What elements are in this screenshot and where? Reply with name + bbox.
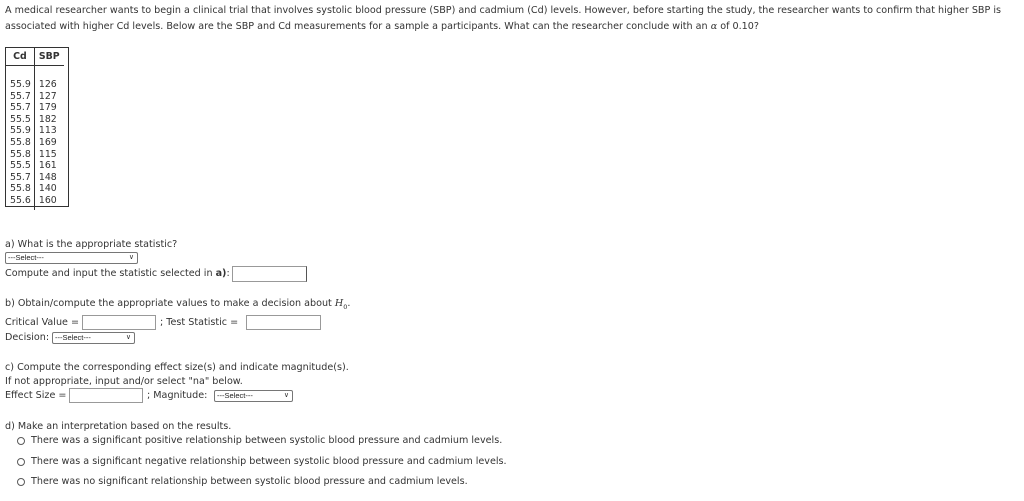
table-row <box>6 183 64 195</box>
question-d: d) Make an interpretation based on the results. <box>5 421 232 432</box>
statistic-input[interactable] <box>232 266 307 282</box>
alpha-symbol: α <box>710 20 718 32</box>
cd-cell: 55.8 <box>6 183 34 195</box>
table-header-cd: Cd <box>6 48 34 66</box>
interpretation-option-negative[interactable]: There was a significant negative relationship between systolic blood pressure and cadmium levels. <box>31 456 507 467</box>
cd-cell: 55.7 <box>6 102 34 114</box>
table-row <box>6 66 64 91</box>
intro-line-1: A medical researcher wants to begin a clinical trial that involves systolic blood pressure (SBP) and cadmium (Cd) levels. However, before starting the study, the researcher wants to confirm that higher SBP is <box>5 5 1001 16</box>
table-row <box>6 114 64 126</box>
table-row <box>6 125 64 137</box>
table-row <box>6 160 64 172</box>
table-header-sbp: SBP <box>34 48 63 66</box>
cd-cell: 55.6 <box>6 195 34 210</box>
cd-cell: 55.9 <box>6 125 34 137</box>
magnitude-label: ; Magnitude: <box>147 390 208 401</box>
sbp-cell: 127 <box>38 90 57 102</box>
sbp-cell: 140 <box>38 183 57 195</box>
sbp-cell: 126 <box>38 79 57 90</box>
interpretation-option-negative-radio[interactable] <box>17 458 25 466</box>
data-table <box>6 48 64 210</box>
test-statistic-label: ; Test Statistic = <box>160 317 239 328</box>
effect-size-input[interactable] <box>69 388 143 403</box>
table-row <box>6 195 64 210</box>
compute-label-ref: a) <box>215 268 227 279</box>
sbp-cell: 179 <box>38 102 57 114</box>
critical-value-input[interactable] <box>82 315 156 330</box>
question-b <box>5 298 350 311</box>
h0-subscript: 0 <box>343 302 348 311</box>
decision-label: Decision: <box>5 332 50 343</box>
table-header-row <box>6 48 64 66</box>
question-a: a) What is the appropriate statistic? <box>5 239 178 250</box>
sbp-cell: 169 <box>38 136 57 148</box>
chevron-down-icon: ∨ <box>283 392 289 399</box>
interpretation-option-none-radio[interactable] <box>17 478 25 486</box>
compute-label-colon: : <box>226 268 230 279</box>
sbp-cell: 161 <box>38 160 57 172</box>
interpretation-option-positive-radio[interactable] <box>17 437 25 445</box>
table-row <box>6 91 64 103</box>
sbp-cell: 182 <box>38 113 57 125</box>
question-c-note: If not appropriate, input and/or select "na" below. <box>5 376 243 387</box>
intro-line-2 <box>5 19 1015 35</box>
compute-statistic-label <box>5 268 230 279</box>
magnitude-select-value: ---Select--- <box>217 391 253 400</box>
sbp-cell: 113 <box>38 125 57 137</box>
cd-cell: 55.9 <box>6 66 34 91</box>
compute-label-text: Compute and input the statistic selected in <box>5 268 216 279</box>
sbp-cell: 160 <box>38 194 57 206</box>
magnitude-select[interactable] <box>214 390 293 402</box>
chevron-down-icon: ∨ <box>128 254 134 261</box>
interpretation-option-none[interactable]: There was no significant relationship between systolic blood pressure and cadmium levels. <box>31 476 468 487</box>
question-b-text: b) Obtain/compute the appropriate values to make a decision about <box>5 298 335 309</box>
cd-cell: 55.7 <box>6 172 34 184</box>
sbp-cell: 115 <box>38 148 57 160</box>
table-row <box>6 172 64 184</box>
table-row <box>6 102 64 114</box>
table-row <box>6 149 64 161</box>
decision-select[interactable] <box>52 332 135 344</box>
problem-intro <box>5 3 1015 34</box>
cd-cell: 55.8 <box>6 137 34 149</box>
table-row <box>6 137 64 149</box>
test-statistic-input[interactable] <box>246 315 321 330</box>
cd-cell: 55.5 <box>6 114 34 126</box>
h0-symbol: H <box>334 298 344 309</box>
chevron-down-icon: ∨ <box>125 334 131 341</box>
cd-cell: 55.8 <box>6 149 34 161</box>
intro-line-2-end: of 0.10? <box>717 20 759 32</box>
statistic-select-value: ---Select--- <box>8 253 44 262</box>
effect-size-label: Effect Size = <box>5 390 67 401</box>
cd-cell: 55.7 <box>6 91 34 103</box>
cd-cell: 55.5 <box>6 160 34 172</box>
interpretation-option-positive[interactable]: There was a significant positive relationship between systolic blood pressure and cadmium levels. <box>31 435 503 446</box>
intro-line-2-text: associated with higher Cd levels. Below are the SBP and Cd measurements for a sample a participants. What can the researcher conclude with an <box>5 20 711 32</box>
sbp-cell: 148 <box>38 171 57 183</box>
question-c: c) Compute the corresponding effect size(s) and indicate magnitude(s). <box>5 362 349 373</box>
critical-value-label: Critical Value = <box>5 317 80 328</box>
question-b-end: . <box>347 298 351 309</box>
statistic-select[interactable] <box>5 252 138 264</box>
decision-select-value: ---Select--- <box>55 333 91 342</box>
